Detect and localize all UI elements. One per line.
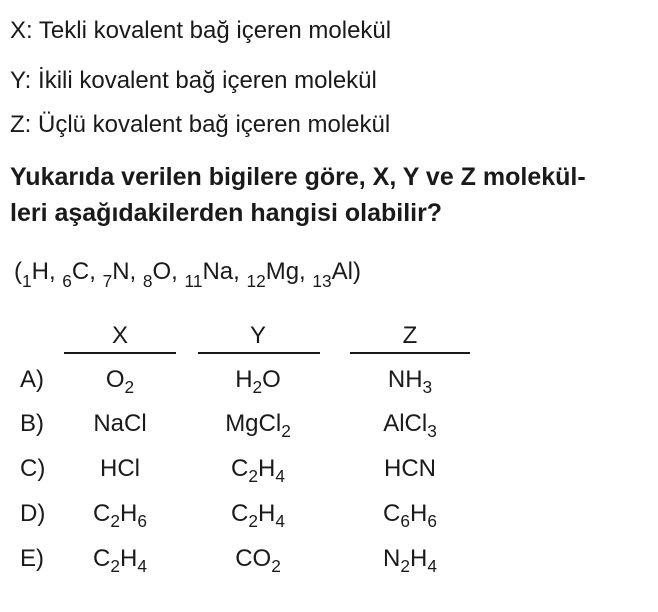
- column-rule-x: [64, 352, 176, 354]
- element-n: [102, 258, 143, 291]
- separator: ,: [233, 258, 247, 285]
- element-symbol: Al: [331, 258, 353, 285]
- formula-subscript: 2: [271, 556, 281, 577]
- formula-x: [60, 500, 180, 532]
- formula-z: [350, 545, 470, 577]
- formula-subscript: 2: [248, 511, 258, 532]
- element-symbol: Na: [202, 258, 234, 285]
- element-o: [142, 258, 185, 291]
- atomic-number: 6: [62, 270, 72, 291]
- element-symbol: Mg: [265, 258, 300, 285]
- formula-subscript: 6: [427, 511, 437, 532]
- formula-text: C: [231, 455, 249, 482]
- formula-text: H: [410, 500, 428, 527]
- formula-text: HCN: [384, 455, 436, 482]
- formula-subscript: 2: [124, 377, 135, 398]
- element-symbol: N: [112, 258, 130, 285]
- element-list: [22, 258, 353, 291]
- column-header-z: Z: [402, 322, 418, 349]
- atomic-number: 1: [22, 270, 32, 291]
- definition-z: Z: Üçlü kovalent bağ içeren molekül: [10, 111, 391, 138]
- formula-z: [350, 410, 470, 442]
- formula-subscript: 2: [281, 421, 291, 442]
- close-paren: ): [352, 258, 361, 285]
- formula-text: C: [231, 500, 249, 527]
- formula-text: H: [258, 500, 276, 527]
- definition-x: X: Tekli kovalent bağ içeren molekül: [10, 17, 392, 44]
- formula-subscript: 2: [110, 511, 120, 532]
- column-rule-z: [350, 352, 470, 354]
- option-label: E): [20, 545, 44, 572]
- formula-y: [198, 545, 318, 577]
- element-na: [184, 258, 247, 291]
- element-c: [62, 258, 103, 291]
- formula-y: [198, 410, 318, 442]
- formula-subscript: 4: [275, 511, 285, 532]
- formula-text: MgCl: [225, 410, 282, 437]
- formula-text: C: [383, 500, 401, 527]
- separator: ,: [299, 258, 313, 285]
- atomic-number: 11: [184, 270, 203, 291]
- formula-subscript: 6: [400, 511, 410, 532]
- formula-text: AlCl: [383, 410, 428, 437]
- formula-text: NH: [387, 366, 423, 393]
- formula-y: [198, 500, 318, 532]
- formula-subscript: 2: [400, 556, 410, 577]
- formula-z: [350, 455, 470, 483]
- separator: ,: [129, 258, 143, 285]
- column-rule-y: [198, 352, 320, 354]
- formula-text: C: [93, 500, 111, 527]
- formula-text: O: [262, 366, 281, 393]
- formula-x: [60, 410, 180, 438]
- option-label: A): [20, 366, 44, 393]
- formula-subscript: 6: [137, 511, 147, 532]
- formula-subscript: 4: [427, 556, 437, 577]
- formula-text: H: [410, 545, 428, 572]
- formula-text: H: [120, 500, 138, 527]
- formula-subscript: 4: [275, 466, 285, 487]
- question-line-2: leri aşağıdakilerden hangisi olabilir?: [10, 199, 443, 227]
- element-al: [312, 258, 353, 291]
- formula-y: [198, 455, 318, 487]
- formula-text: HCl: [100, 455, 140, 482]
- separator: ,: [89, 258, 103, 285]
- atomic-number: 7: [102, 270, 113, 291]
- formula-text: CO: [235, 545, 272, 572]
- formula-subscript: 4: [137, 556, 147, 577]
- formula-subscript: 2: [110, 556, 120, 577]
- formula-z: [350, 500, 470, 532]
- formula-y: [198, 366, 318, 398]
- option-label: C): [20, 455, 46, 482]
- atomic-number: 12: [246, 270, 266, 291]
- formula-subscript: 3: [427, 421, 437, 442]
- column-header-y: Y: [249, 322, 266, 349]
- formula-subscript: 2: [248, 466, 258, 487]
- option-label: B): [20, 410, 44, 437]
- element-h: [22, 258, 63, 291]
- question-line-1: Yukarıda verilen bigilere göre, X, Y ve Z molekül-: [10, 163, 586, 191]
- definition-y: Y: İkili kovalent bağ içeren molekül: [10, 67, 377, 94]
- element-symbol: O: [152, 258, 172, 285]
- formula-subscript: 3: [422, 377, 433, 398]
- formula-text: H: [258, 455, 276, 482]
- open-paren: (: [14, 258, 22, 285]
- atomic-number: 13: [312, 270, 332, 291]
- formula-x: [60, 545, 180, 577]
- formula-x: [60, 366, 180, 398]
- element-symbol: C: [71, 258, 90, 285]
- formula-x: [60, 455, 180, 483]
- separator: ,: [48, 258, 63, 285]
- atomic-number: 8: [142, 270, 153, 291]
- separator: ,: [171, 258, 185, 285]
- formula-z: [350, 366, 470, 398]
- formula-text: O: [105, 366, 125, 393]
- atomic-numbers: [14, 258, 361, 291]
- formula-text: C: [93, 545, 111, 572]
- option-label: D): [20, 500, 46, 527]
- column-header-x: X: [111, 322, 128, 349]
- formula-text: NaCl: [93, 410, 147, 437]
- formula-text: N: [383, 545, 401, 572]
- formula-text: H: [235, 366, 253, 393]
- element-mg: [246, 258, 313, 291]
- formula-subscript: 2: [252, 377, 263, 398]
- formula-text: H: [120, 545, 138, 572]
- element-symbol: H: [31, 258, 49, 285]
